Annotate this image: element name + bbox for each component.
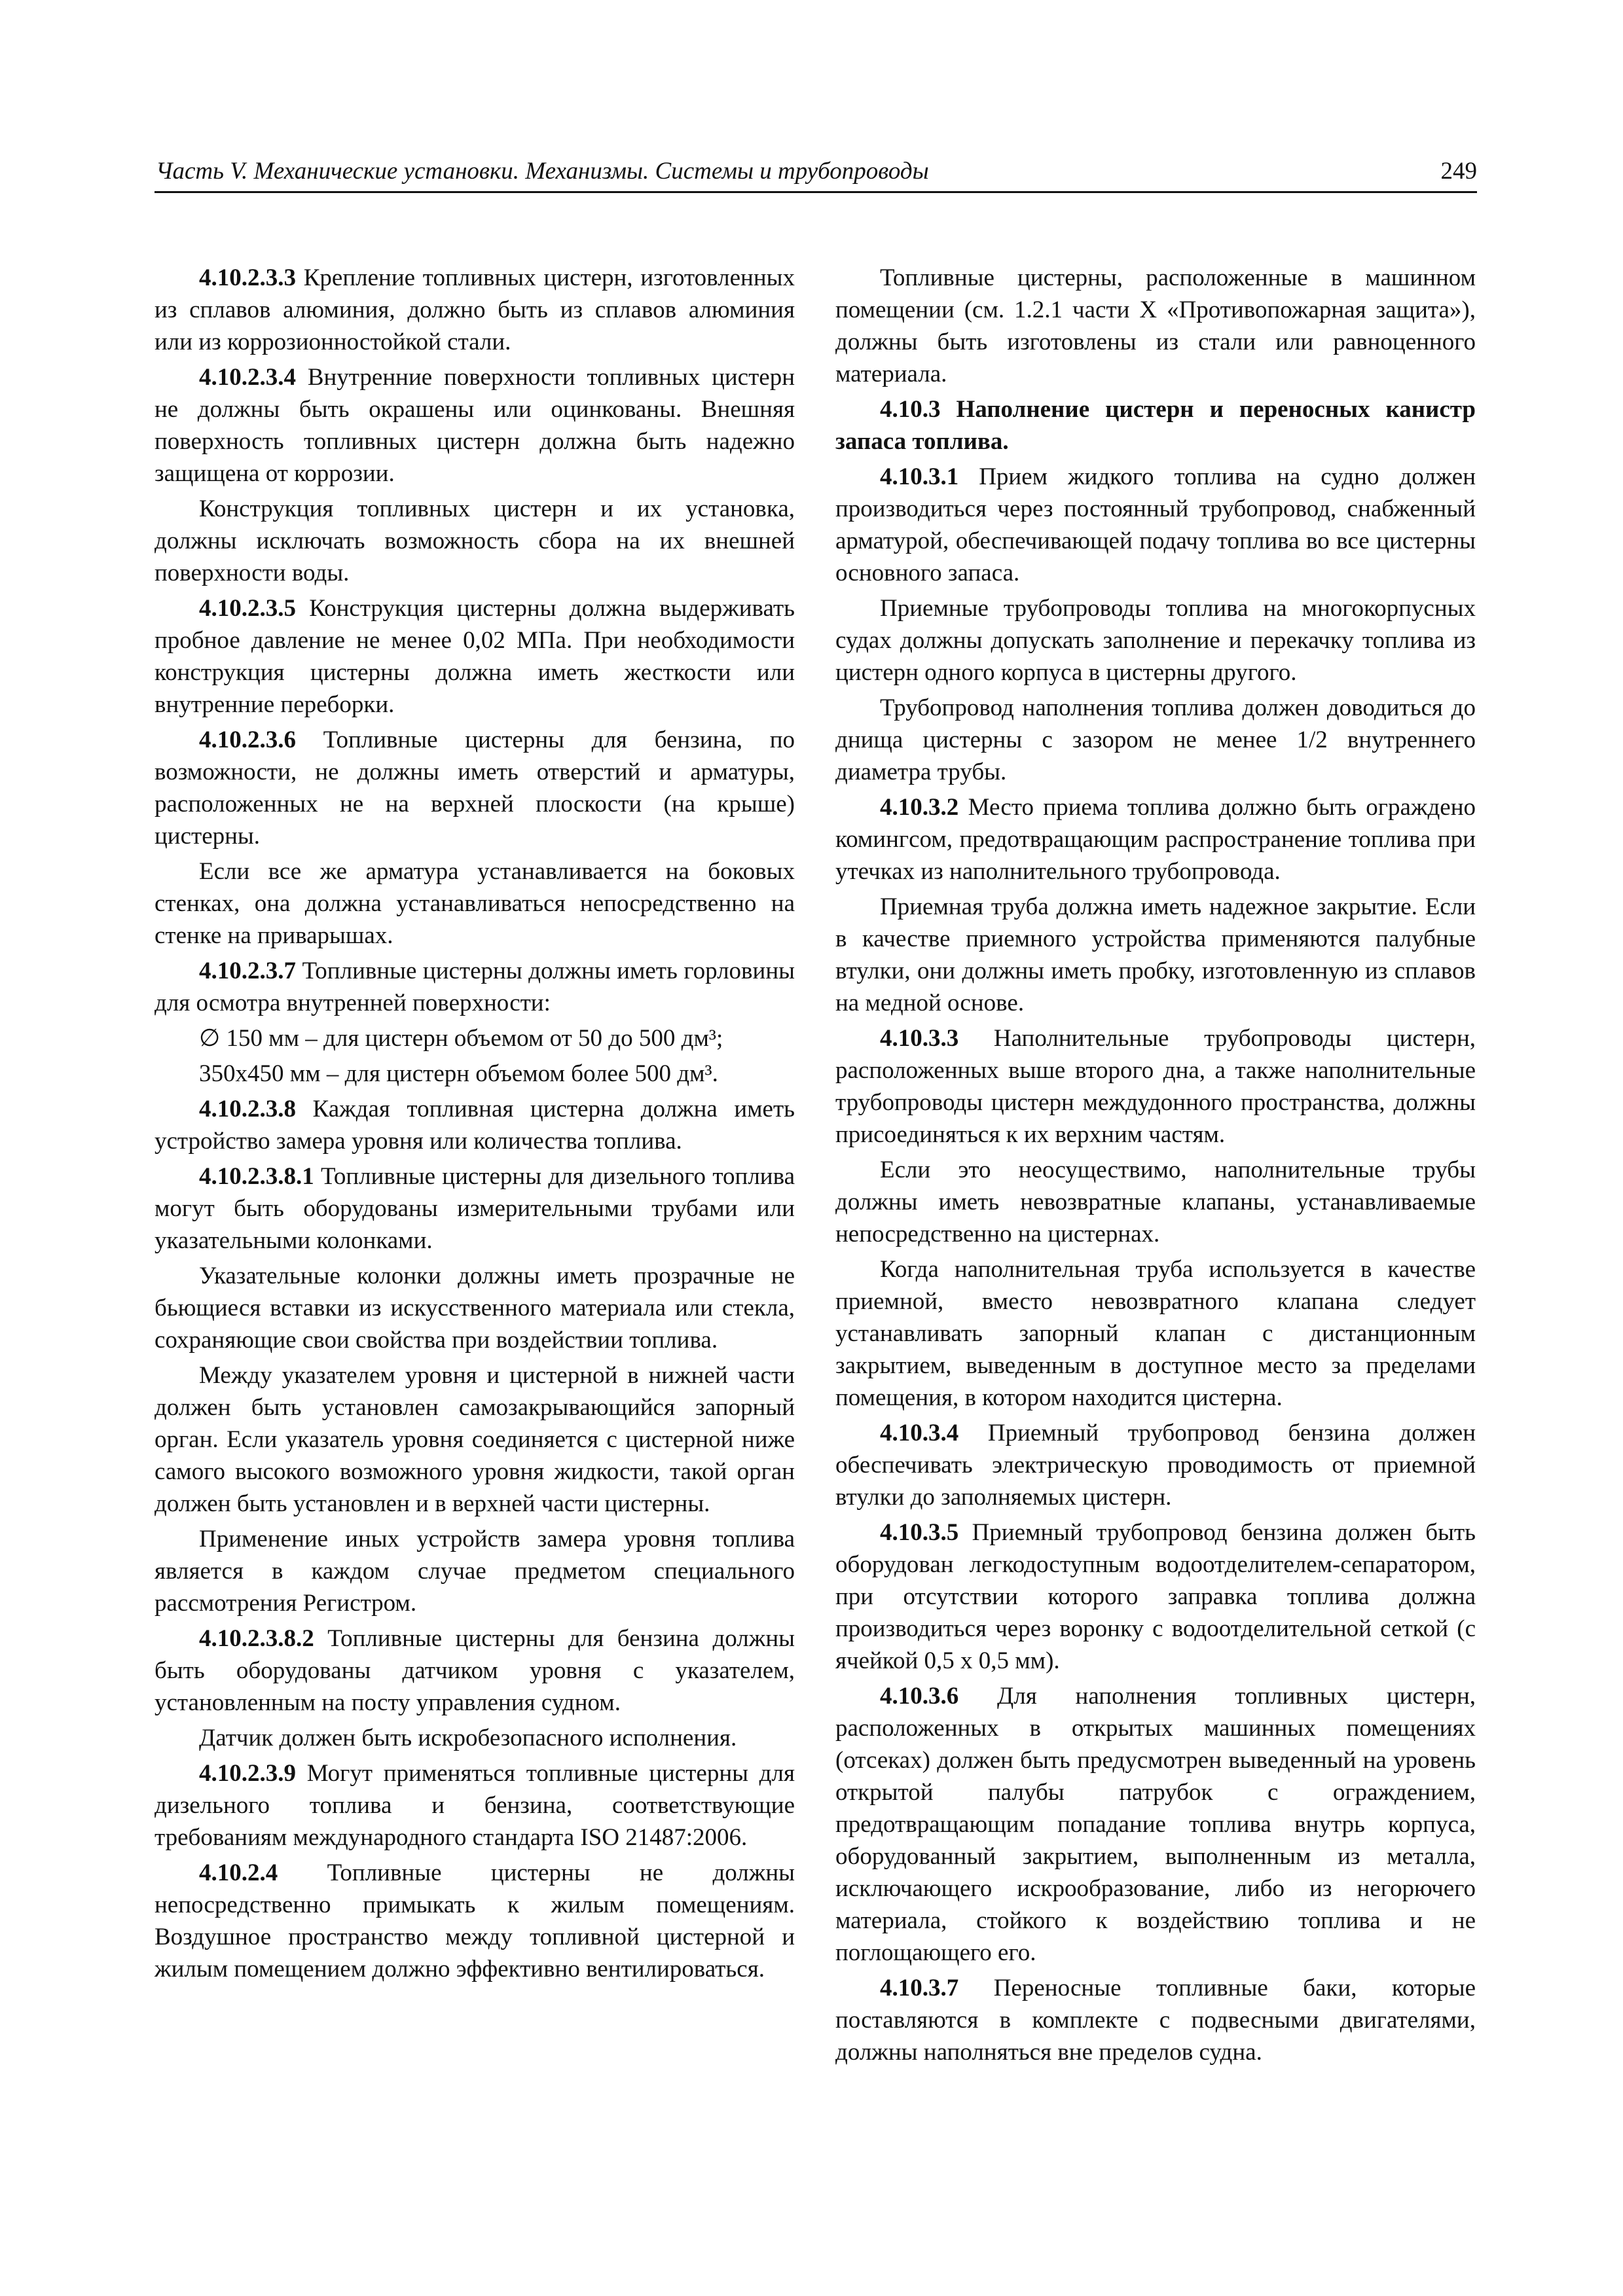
paragraph bbox=[835, 1253, 1476, 1414]
paragraph bbox=[155, 1160, 795, 1257]
clause-number: 4.10.3.7 bbox=[880, 1975, 959, 2001]
paragraph bbox=[155, 955, 795, 1019]
running-header bbox=[155, 152, 1477, 193]
paragraph bbox=[835, 1680, 1476, 1969]
clause-number: 4.10.2.3.6 bbox=[199, 726, 296, 753]
paragraph-text: Прием жидкого топлива на судно должен производиться через постоянный трубопровод, снабженный арматурой, обеспечивающей подачу топлива во все цистерны основного запаса. bbox=[835, 463, 1476, 586]
paragraph bbox=[835, 791, 1476, 888]
paragraph bbox=[155, 1757, 795, 1854]
paragraph-text: Приемный трубопровод бензина должен обеспечивать электрическую проводимость от приемной втулки до заполняемых цистерн. bbox=[835, 1420, 1476, 1511]
paragraph-text: Топливные цистерны для бензина должны быть оборудованы датчиком уровня с указателем, установленным на посту управления судном. bbox=[155, 1625, 795, 1716]
paragraph-text: Наполнительные трубопроводы цистерн, расположенных выше второго дна, а также наполнительные трубопроводы цистерн междудонного пространства, должны присоединяться к их верхним частям. bbox=[835, 1025, 1476, 1148]
paragraph-text: Для наполнения топливных цистерн, расположенных в открытых машинных помещениях (отсеках) должен быть предусмотрен выведенный на уровень открытой палубы патрубок с ограждением, предотвращающим попадание топлива внутрь корпуса, оборудованный закрытием, выполненным из металла, исключающего искрообразование, либо из негорючего материала, стойкого к воздействию топлива и не поглощающего его. bbox=[835, 1683, 1476, 1966]
paragraph bbox=[155, 361, 795, 490]
clause-number: 4.10.2.3.7 bbox=[199, 958, 296, 984]
right-column bbox=[835, 262, 1476, 2072]
clause-number: 4.10.2.3.8 bbox=[199, 1096, 296, 1122]
paragraph-text: Приемная труба должна иметь надежное закрытие. Если в качестве приемного устройства применяются палубные втулки, они должны иметь пробку, изготовленную из сплавов на медной основе. bbox=[835, 893, 1476, 1016]
paragraph bbox=[835, 692, 1476, 788]
paragraph bbox=[155, 1722, 795, 1754]
paragraph bbox=[155, 855, 795, 952]
paragraph-text: Датчик должен быть искробезопасного исполнения. bbox=[199, 1725, 737, 1751]
paragraph bbox=[835, 1516, 1476, 1677]
paragraph bbox=[155, 1260, 795, 1356]
section-heading bbox=[835, 393, 1476, 457]
clause-number: 4.10.3.3 bbox=[880, 1025, 959, 1052]
paragraph bbox=[835, 891, 1476, 1019]
paragraph-text: Между указателем уровня и цистерной в нижней части должен быть установлен самозакрывающийся запорный орган. Если указатель уровня соединяется с цистерной ниже самого высокого возможного уровня жидкости, такой орган должен быть установлен и в верхней части цистерны. bbox=[155, 1362, 795, 1517]
paragraph bbox=[835, 1154, 1476, 1250]
paragraph-text: Топливные цистерны не должны непосредственно примыкать к жилым помещениям. Воздушное пространство между топливной цистерной и жилым помещением должно эффективно вентилироваться. bbox=[155, 1859, 795, 1982]
clause-number: 4.10.2.4 bbox=[199, 1859, 278, 1886]
running-header-title: Часть V. Механические установки. Механизмы. Системы и трубопроводы bbox=[156, 158, 929, 185]
paragraph bbox=[835, 262, 1476, 390]
clause-number: 4.10.2.3.9 bbox=[199, 1760, 296, 1787]
paragraph-text: Топливные цистерны для бензина, по возможности, не должны иметь отверстий и арматуры, расположенных не на верхней плоскости (на крыше) цистерны. bbox=[155, 726, 795, 850]
paragraph-text: Внутренние поверхности топливных цистерн не должны быть окрашены или оцинкованы. Внешняя поверхность топливных цистерн должна быть надежно защищена от коррозии. bbox=[155, 364, 795, 487]
paragraph bbox=[155, 1359, 795, 1520]
paragraph bbox=[155, 1058, 795, 1090]
paragraph-text: Если все же арматура устанавливается на боковых стенках, она должна устанавливаться непосредственно на стенке на приварышах. bbox=[155, 858, 795, 949]
left-column bbox=[155, 262, 795, 1988]
paragraph-text: Могут применяться топливные цистерны для дизельного топлива и бензина, соответствующие требованиям международного стандарта ISO 21487:2006. bbox=[155, 1760, 795, 1851]
paragraph-text: Когда наполнительная труба используется в качестве приемной, вместо невозвратного клапана следует устанавливать запорный клапан с дистанционным закрытием, выведенным в доступное место за пределами помещения, в котором находится цистерна. bbox=[835, 1256, 1476, 1411]
paragraph-text: Указательные колонки должны иметь прозрачные не бьющиеся вставки из искусственного материала или стекла, сохраняющие свои свойства при воздействии топлива. bbox=[155, 1263, 795, 1354]
paragraph-text: Приемный трубопровод бензина должен быть оборудован легкодоступным водоотделителем-сепаратором, при отсутствии которого заправка топлива должна производиться через воронку с водоотделительной сеткой (с ячейкой 0,5 х 0,5 мм). bbox=[835, 1519, 1476, 1674]
paragraph bbox=[155, 724, 795, 852]
paragraph-text: 350х450 мм – для цистерн объемом более 500 дм³. bbox=[199, 1060, 718, 1087]
paragraph-text: Топливные цистерны должны иметь горловины для осмотра внутренней поверхности: bbox=[155, 958, 795, 1016]
paragraph-text: Топливные цистерны, расположенные в машинном помещении (см. 1.2.1 части X «Противопожарная защита»), должны быть изготовлены из стали или равноценного материала. bbox=[835, 264, 1476, 387]
clause-number: 4.10.3.1 bbox=[880, 463, 959, 490]
paragraph bbox=[155, 1523, 795, 1619]
paragraph-text: ∅ 150 мм – для цистерн объемом от 50 до 500 дм³; bbox=[199, 1025, 723, 1052]
clause-number: 4.10.2.3.8.1 bbox=[199, 1163, 314, 1190]
paragraph-text: Каждая топливная цистерна должна иметь устройство замера уровня или количества топлива. bbox=[155, 1096, 795, 1155]
paragraph bbox=[835, 1972, 1476, 2068]
paragraph bbox=[835, 1417, 1476, 1513]
paragraph bbox=[155, 262, 795, 358]
paragraph-text: Переносные топливные баки, которые поставляются в комплекте с подвесными двигателями, должны наполняться вне пределов судна. bbox=[835, 1975, 1476, 2066]
paragraph-text: Конструкция топливных цистерн и их установка, должны исключать возможность сбора на их внешней поверхности воды. bbox=[155, 495, 795, 586]
paragraph-text: Трубопровод наполнения топлива должен доводиться до днища цистерны с зазором не менее 1/2 внутреннего диаметра трубы. bbox=[835, 694, 1476, 785]
paragraph-text: Конструкция цистерны должна выдерживать пробное давление не менее 0,02 МПа. При необходимости конструкция цистерны должна иметь жесткости или внутренние переборки. bbox=[155, 595, 795, 718]
paragraph bbox=[835, 592, 1476, 689]
clause-number: 4.10.3.5 bbox=[880, 1519, 959, 1546]
paragraph bbox=[155, 592, 795, 721]
paragraph-text: Если это неосуществимо, наполнительные трубы должны иметь невозвратные клапаны, устанавливаемые непосредственно на цистернах. bbox=[835, 1157, 1476, 1247]
clause-number: 4.10.2.3.5 bbox=[199, 595, 296, 622]
page-number: 249 bbox=[1440, 158, 1477, 185]
paragraph-text: Применение иных устройств замера уровня топлива является в каждом случае предметом специального рассмотрения Регистром. bbox=[155, 1526, 795, 1617]
paragraph bbox=[835, 1022, 1476, 1151]
paragraph bbox=[155, 1857, 795, 1985]
clause-number: 4.10.2.3.4 bbox=[199, 364, 296, 391]
clause-number: 4.10.2.3.8.2 bbox=[199, 1625, 314, 1652]
paragraph-text: Приемные трубопроводы топлива на многокорпусных судах должны допускать заполнение и перекачку топлива из цистерн одного корпуса в цистерны другого. bbox=[835, 595, 1476, 686]
paragraph bbox=[155, 493, 795, 589]
clause-number: 4.10.3.4 bbox=[880, 1420, 959, 1446]
paragraph-text: Топливные цистерны для дизельного топлива могут быть оборудованы измерительными трубами или указательными колонками. bbox=[155, 1163, 795, 1254]
paragraph bbox=[155, 1623, 795, 1719]
paragraph bbox=[155, 1093, 795, 1157]
paragraph bbox=[155, 1022, 795, 1054]
paragraph bbox=[835, 461, 1476, 589]
paragraph-text: Крепление топливных цистерн, изготовленных из сплавов алюминия, должно быть из сплавов алюминия или из коррозионностойкой стали. bbox=[155, 264, 795, 355]
clause-number: 4.10.3.2 bbox=[880, 794, 959, 821]
clause-number: 4.10.3.6 bbox=[880, 1683, 959, 1710]
paragraph-text: Место приема топлива должно быть ограждено комингсом, предотвращающим распространение топлива при утечках из наполнительного трубопровода. bbox=[835, 794, 1476, 885]
section-heading-text: 4.10.3 Наполнение цистерн и переносных канистр запаса топлива. bbox=[835, 396, 1476, 455]
clause-number: 4.10.2.3.3 bbox=[199, 264, 296, 291]
